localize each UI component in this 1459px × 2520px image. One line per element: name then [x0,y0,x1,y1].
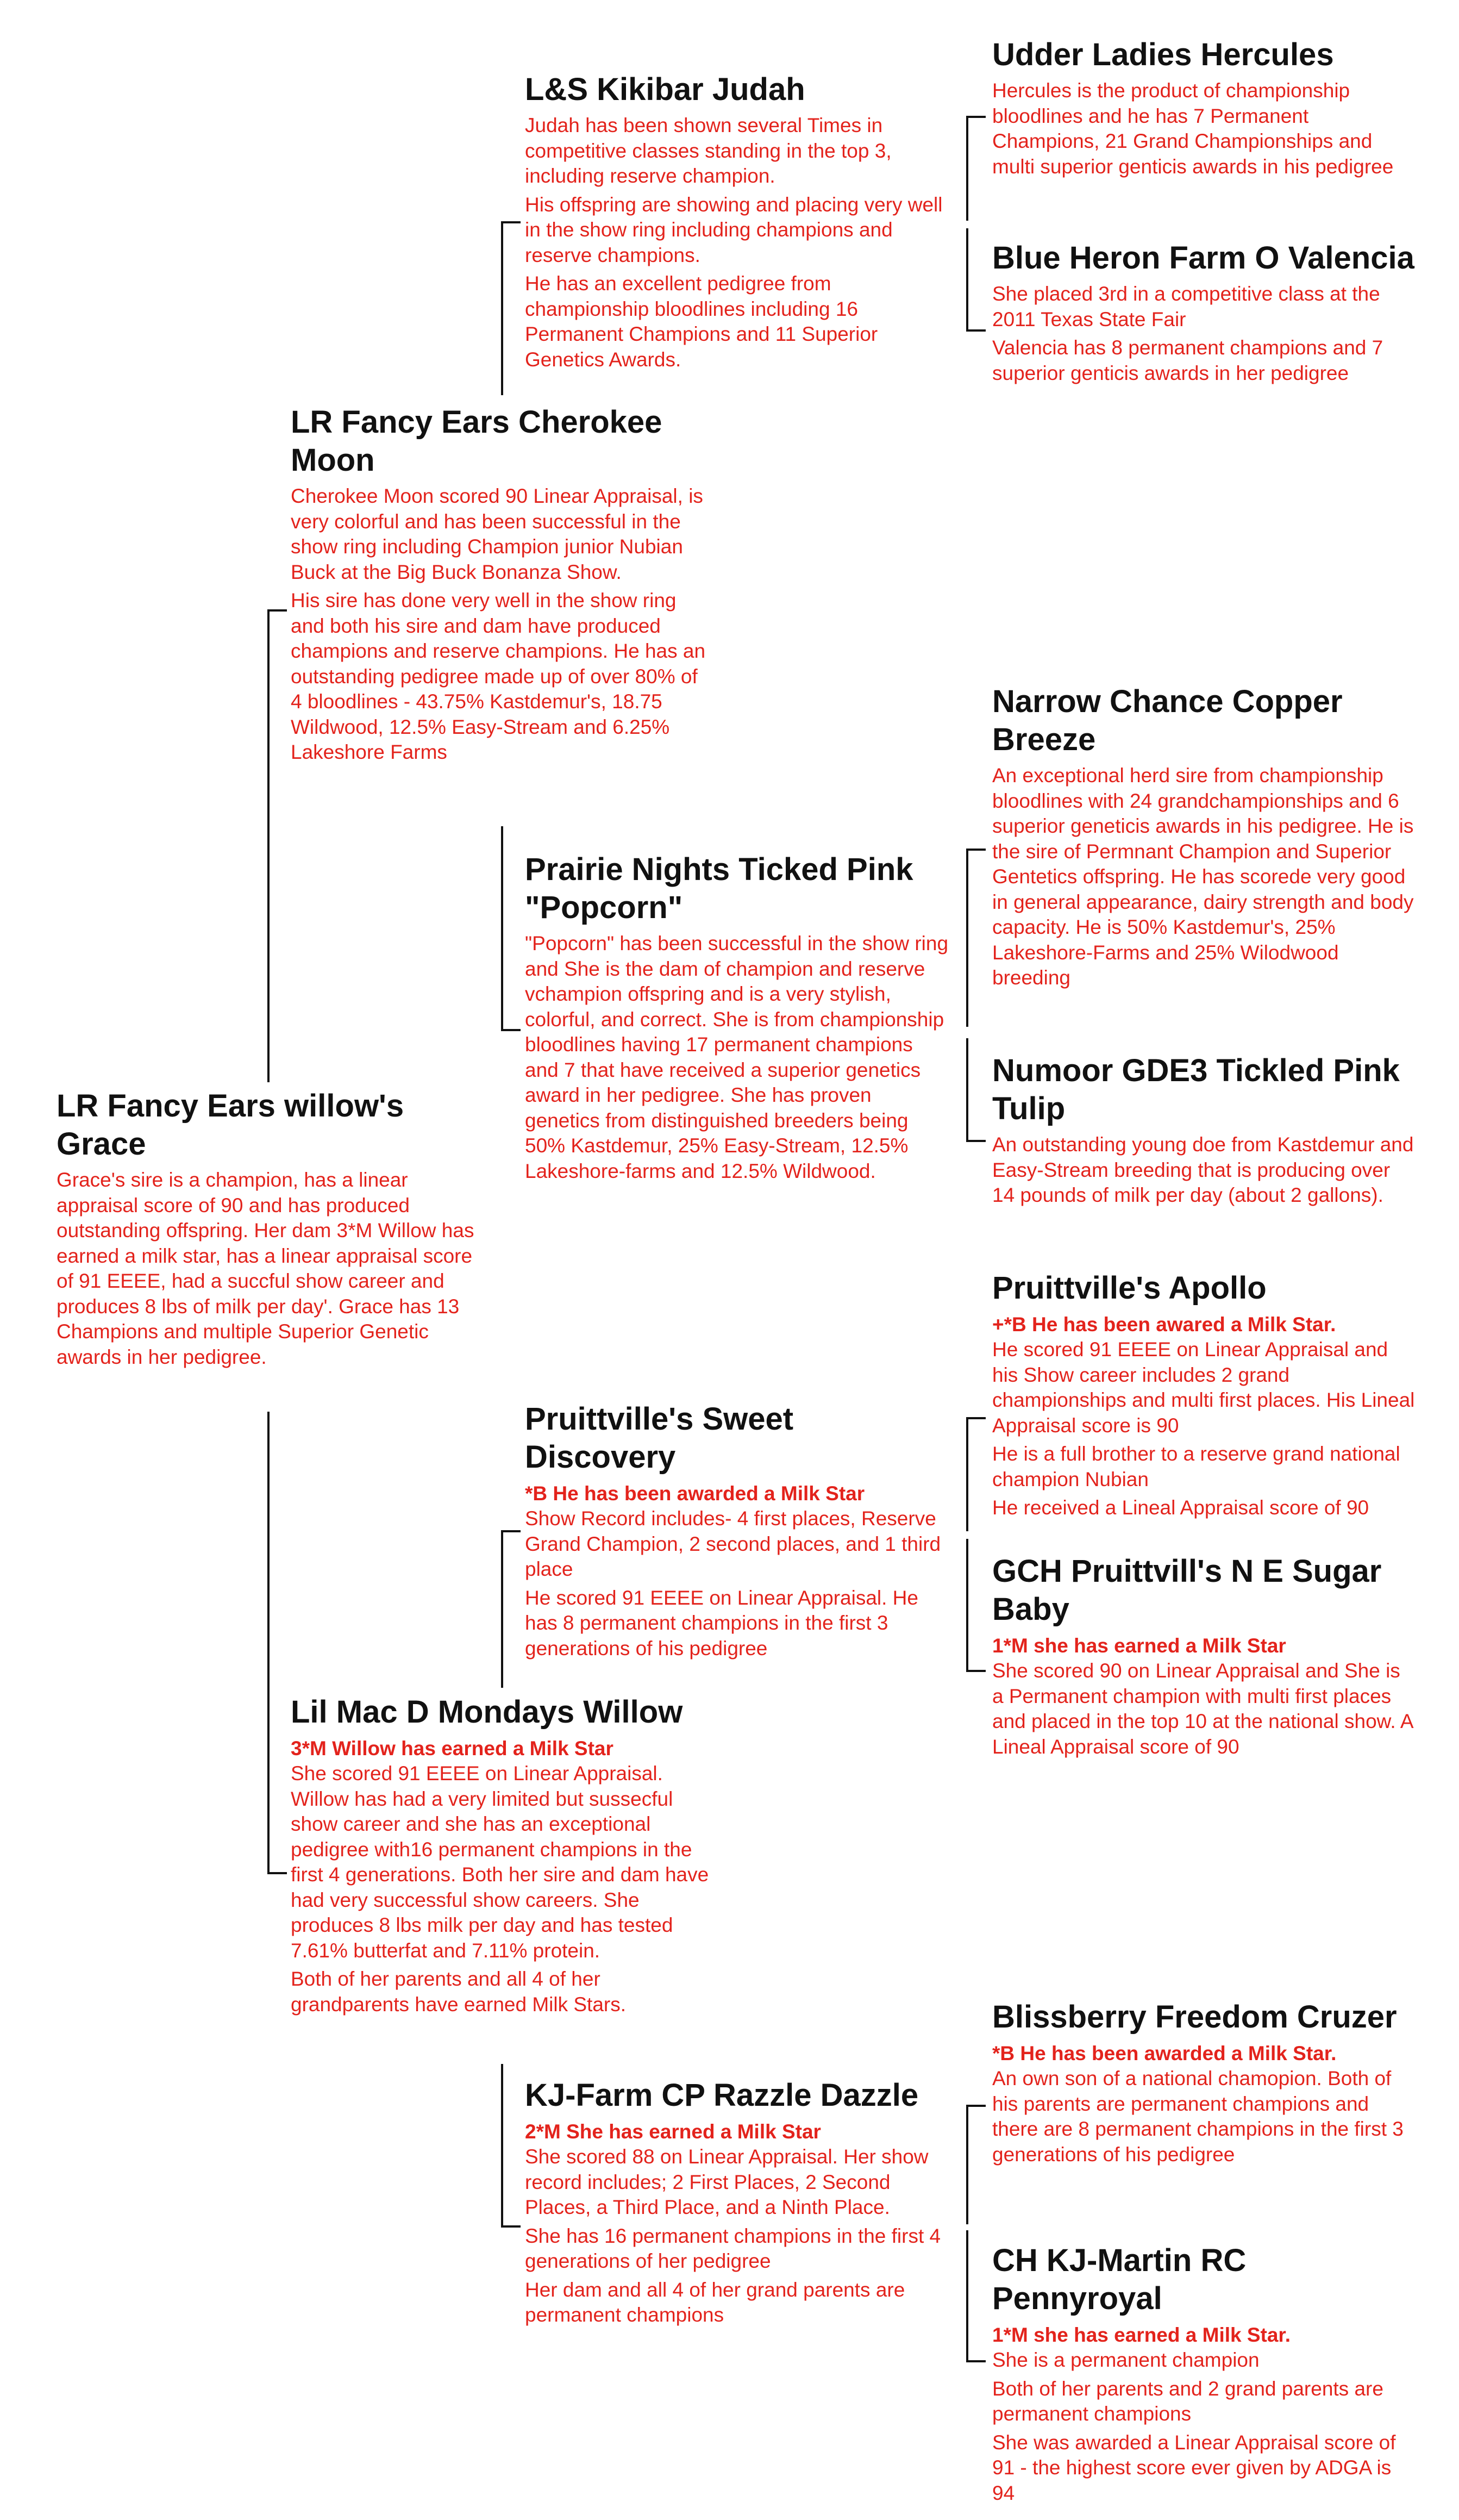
node-description: She has 16 permanent champions in the first 4 generations of her pedigree [525,2224,941,2272]
node-name: CH KJ-Martin RC Pennyroyal [992,2243,1247,2316]
milk-star-badge: 3*M Willow has earned a Milk Star [291,1737,613,1760]
node-description: Grace's sire is a champion, has a linear appraisal score of 90 and has produced outstanding offspring. Her dam 3*M Willow has earned a milk star, has a linear appraisal score of 91 EEEE, had a succful show career and produces 8 lbs of milk per day'. Grace has 13 Champions and multiple Superior Genetic awards in her pedigree. [57,1169,474,1368]
connector-line [267,1412,270,1874]
node-description: Both of her parents and all 4 of her grandparents have earned Milk Stars. [291,1968,627,2016]
node-description: Judah has been shown several Times in competitive classes standing in the top 3, including reserve champion. [525,114,892,187]
pedigree-node-cruzer [992,1998,1416,2170]
pedigree-node-cherokee [291,403,709,769]
connector-line [966,2360,986,2362]
node-description: Her dam and all 4 of her grand parents are permanent champions [525,2278,905,2326]
node-description: His offspring are showing and placing very well in the show ring including champions and reserve champions. [525,193,943,266]
node-description: An own son of a national chamopion. Both of his parents are permanent champions and there are 8 permanent champions in the first 3 generations of his pedigree [992,2067,1404,2166]
node-description: Cherokee Moon scored 90 Linear Appraisal, is very colorful and has been successful in the show ring including Champion junior Nubian Buck at the Big Buck Bonanza Show. [291,485,703,583]
node-description: He has an excellent pedigree from championship bloodlines including 16 Permanent Champions and 11 Superior Genetics Awards. [525,272,878,371]
node-description: An exceptional herd sire from championship bloodlines with 24 grandchampionships and 6 superior geneticis awards in his pedigree. He is the sire of Permnant Champion and Superior Gentetics offspring. He has scorede very good in general appearance, dairy strength and body capacity. He is 50% Kastdemur's, 25% Lakeshore-Farms and 25% Wilodwood breeding [992,764,1414,989]
connector-line [966,116,986,118]
pedigree-node-sugar [992,1552,1416,1763]
connector-line [267,1872,287,1874]
node-name: Blissberry Freedom Cruzer [992,1999,1397,2035]
node-description: He received a Lineal Appraisal score of 90 [992,1496,1369,1519]
node-description: He scored 91 EEEE on Linear Appraisal. He has 8 permanent champions in the first 3 generations of his pedigree [525,1586,918,1660]
node-name: Pruittville's Sweet Discovery [525,1401,794,1475]
node-description: Both of her parents and 2 grand parents are permanent champions [992,2377,1383,2425]
connector-line [966,1417,986,1419]
pedigree-node-discovery [525,1400,946,1664]
connector-line [501,1530,503,1688]
node-description: His sire has done very well in the show ring and both his sire and dam have produced champions and reserve champions. He has an outstanding pedigree made up of over 80% of 4 bloodlines - 43.75% Kastdemur's, 18.75 Wildwood, 12.5% Easy-Stream and 6.25% Lakeshore Farms [291,589,706,763]
milk-star-badge: *B He has been awarded a Milk Star [525,1482,865,1505]
milk-star-badge: 1*M she has earned a Milk Star [992,1635,1286,1657]
pedigree-node-grace [57,1087,480,1373]
connector-line [501,2064,503,2227]
pedigree-node-willow [291,1693,712,2020]
connector-line [966,329,986,332]
node-description: He is a full brother to a reserve grand national champion Nubian [992,1443,1400,1490]
node-name: Prairie Nights Ticked Pink "Popcorn" [525,852,913,925]
pedigree-node-popcorn [525,851,949,1187]
connector-line [966,1417,968,1531]
milk-star-badge: +*B He has been awared a Milk Star. [992,1313,1336,1336]
connector-line [966,1038,968,1142]
connector-line [501,221,521,223]
connector-line [966,228,968,332]
milk-star-badge: 2*M She has earned a Milk Star [525,2120,821,2143]
pedigree-node-apollo [992,1269,1416,1524]
connector-line [966,116,968,221]
connector-line [966,1670,986,1672]
connector-line [501,1029,521,1031]
node-description: She was awarded a Linear Appraisal score of 91 - the highest score ever given by ADGA is 94 [992,2431,1396,2504]
node-name: LR Fancy Ears willow's Grace [57,1088,404,1162]
connector-line [501,826,503,1031]
node-description: "Popcorn" has been successful in the show ring and She is the dam of champion and reserve vchampion offspring and is a very stylish, colorful, and correct. She is from championship bloodlines having 17 permanent champions and 7 that have received a superior genetics award in her pedigree. She has proven genetics from distinguished breeders being 50% Kastdemur, 25% Easy-Stream, 12.5% Lakeshore-farms and 12.5% Wildwood. [525,932,949,1182]
node-name: Lil Mac D Mondays Willow [291,1694,683,1730]
node-description: Hercules is the product of championship bloodlines and he has 7 Permanent Champions, 21 Grand Championships and multi superior genticis awards in his pedigree [992,79,1394,178]
pedigree-node-valencia [992,239,1416,389]
node-description: He scored 91 EEEE on Linear Appraisal and his Show career includes 2 grand championships and multi first places. His Lineal Appraisal score is 90 [992,1338,1415,1437]
node-description: Valencia has 8 permanent champions and 7 superior genticis awards in her pedigree [992,336,1383,384]
pedigree-node-judah [525,71,943,376]
pedigree-node-razzle [525,2076,949,2331]
node-description: Show Record includes- 4 first places, Reserve Grand Champion, 2 second places, and 1 third place [525,1507,941,1580]
milk-star-badge: 1*M she has earned a Milk Star. [992,2324,1291,2346]
connector-line [501,1530,521,1532]
pedigree-node-copper [992,683,1416,994]
node-description: She scored 88 on Linear Appraisal. Her show record includes; 2 First Places, 2 Second Places, a Third Place, and a Ninth Place. [525,2145,929,2218]
node-name: Narrow Chance Copper Breeze [992,684,1343,757]
connector-line [267,609,270,1082]
connector-line [267,609,287,612]
connector-line [966,1140,986,1142]
node-name: L&S Kikibar Judah [525,72,805,107]
node-description: She scored 91 EEEE on Linear Appraisal. Willow has had a very limited but sussecful show career and she has an exceptional pedigree with16 permanent champions in the first 4 generations. Both her sire and dam have had very successful show careers. She produces 8 lbs milk per day and has tested 7.61% butterfat and 7.11% protein. [291,1762,709,1962]
connector-line [966,849,986,851]
connector-line [966,1539,968,1671]
node-name: GCH Pruittvill's N E Sugar Baby [992,1554,1382,1627]
node-description: She placed 3rd in a competitive class at the 2011 Texas State Fair [992,283,1380,330]
node-name: Numoor GDE3 Tickled Pink Tulip [992,1053,1400,1126]
milk-star-badge: *B He has been awarded a Milk Star. [992,2042,1337,2064]
node-name: LR Fancy Ears Cherokee Moon [291,404,662,478]
node-description: She scored 90 on Linear Appraisal and She is a Permanent champion with multi first places and placed in the top 10 at the national show. A Lineal Appraisal score of 90 [992,1660,1413,1758]
pedigree-node-hercules [992,36,1416,183]
pedigree-node-tulip [992,1052,1416,1212]
connector-line [966,849,968,1027]
node-description: She is a permanent champion [992,2349,1260,2371]
node-name: KJ-Farm CP Razzle Dazzle [525,2078,919,2113]
connector-line [966,2105,986,2107]
node-name: Blue Heron Farm O Valencia [992,240,1414,276]
pedigree-node-pennyroyal [992,2242,1416,2509]
connector-line [966,2105,968,2224]
connector-line [966,2230,968,2362]
connector-line [501,221,503,395]
connector-line [501,2225,521,2228]
node-name: Pruittville's Apollo [992,1270,1267,1306]
node-name: Udder Ladies Hercules [992,37,1334,72]
node-description: An outstanding young doe from Kastdemur and Easy-Stream breeding that is producing over 14 pounds of milk per day (about 2 gallons). [992,1133,1414,1206]
